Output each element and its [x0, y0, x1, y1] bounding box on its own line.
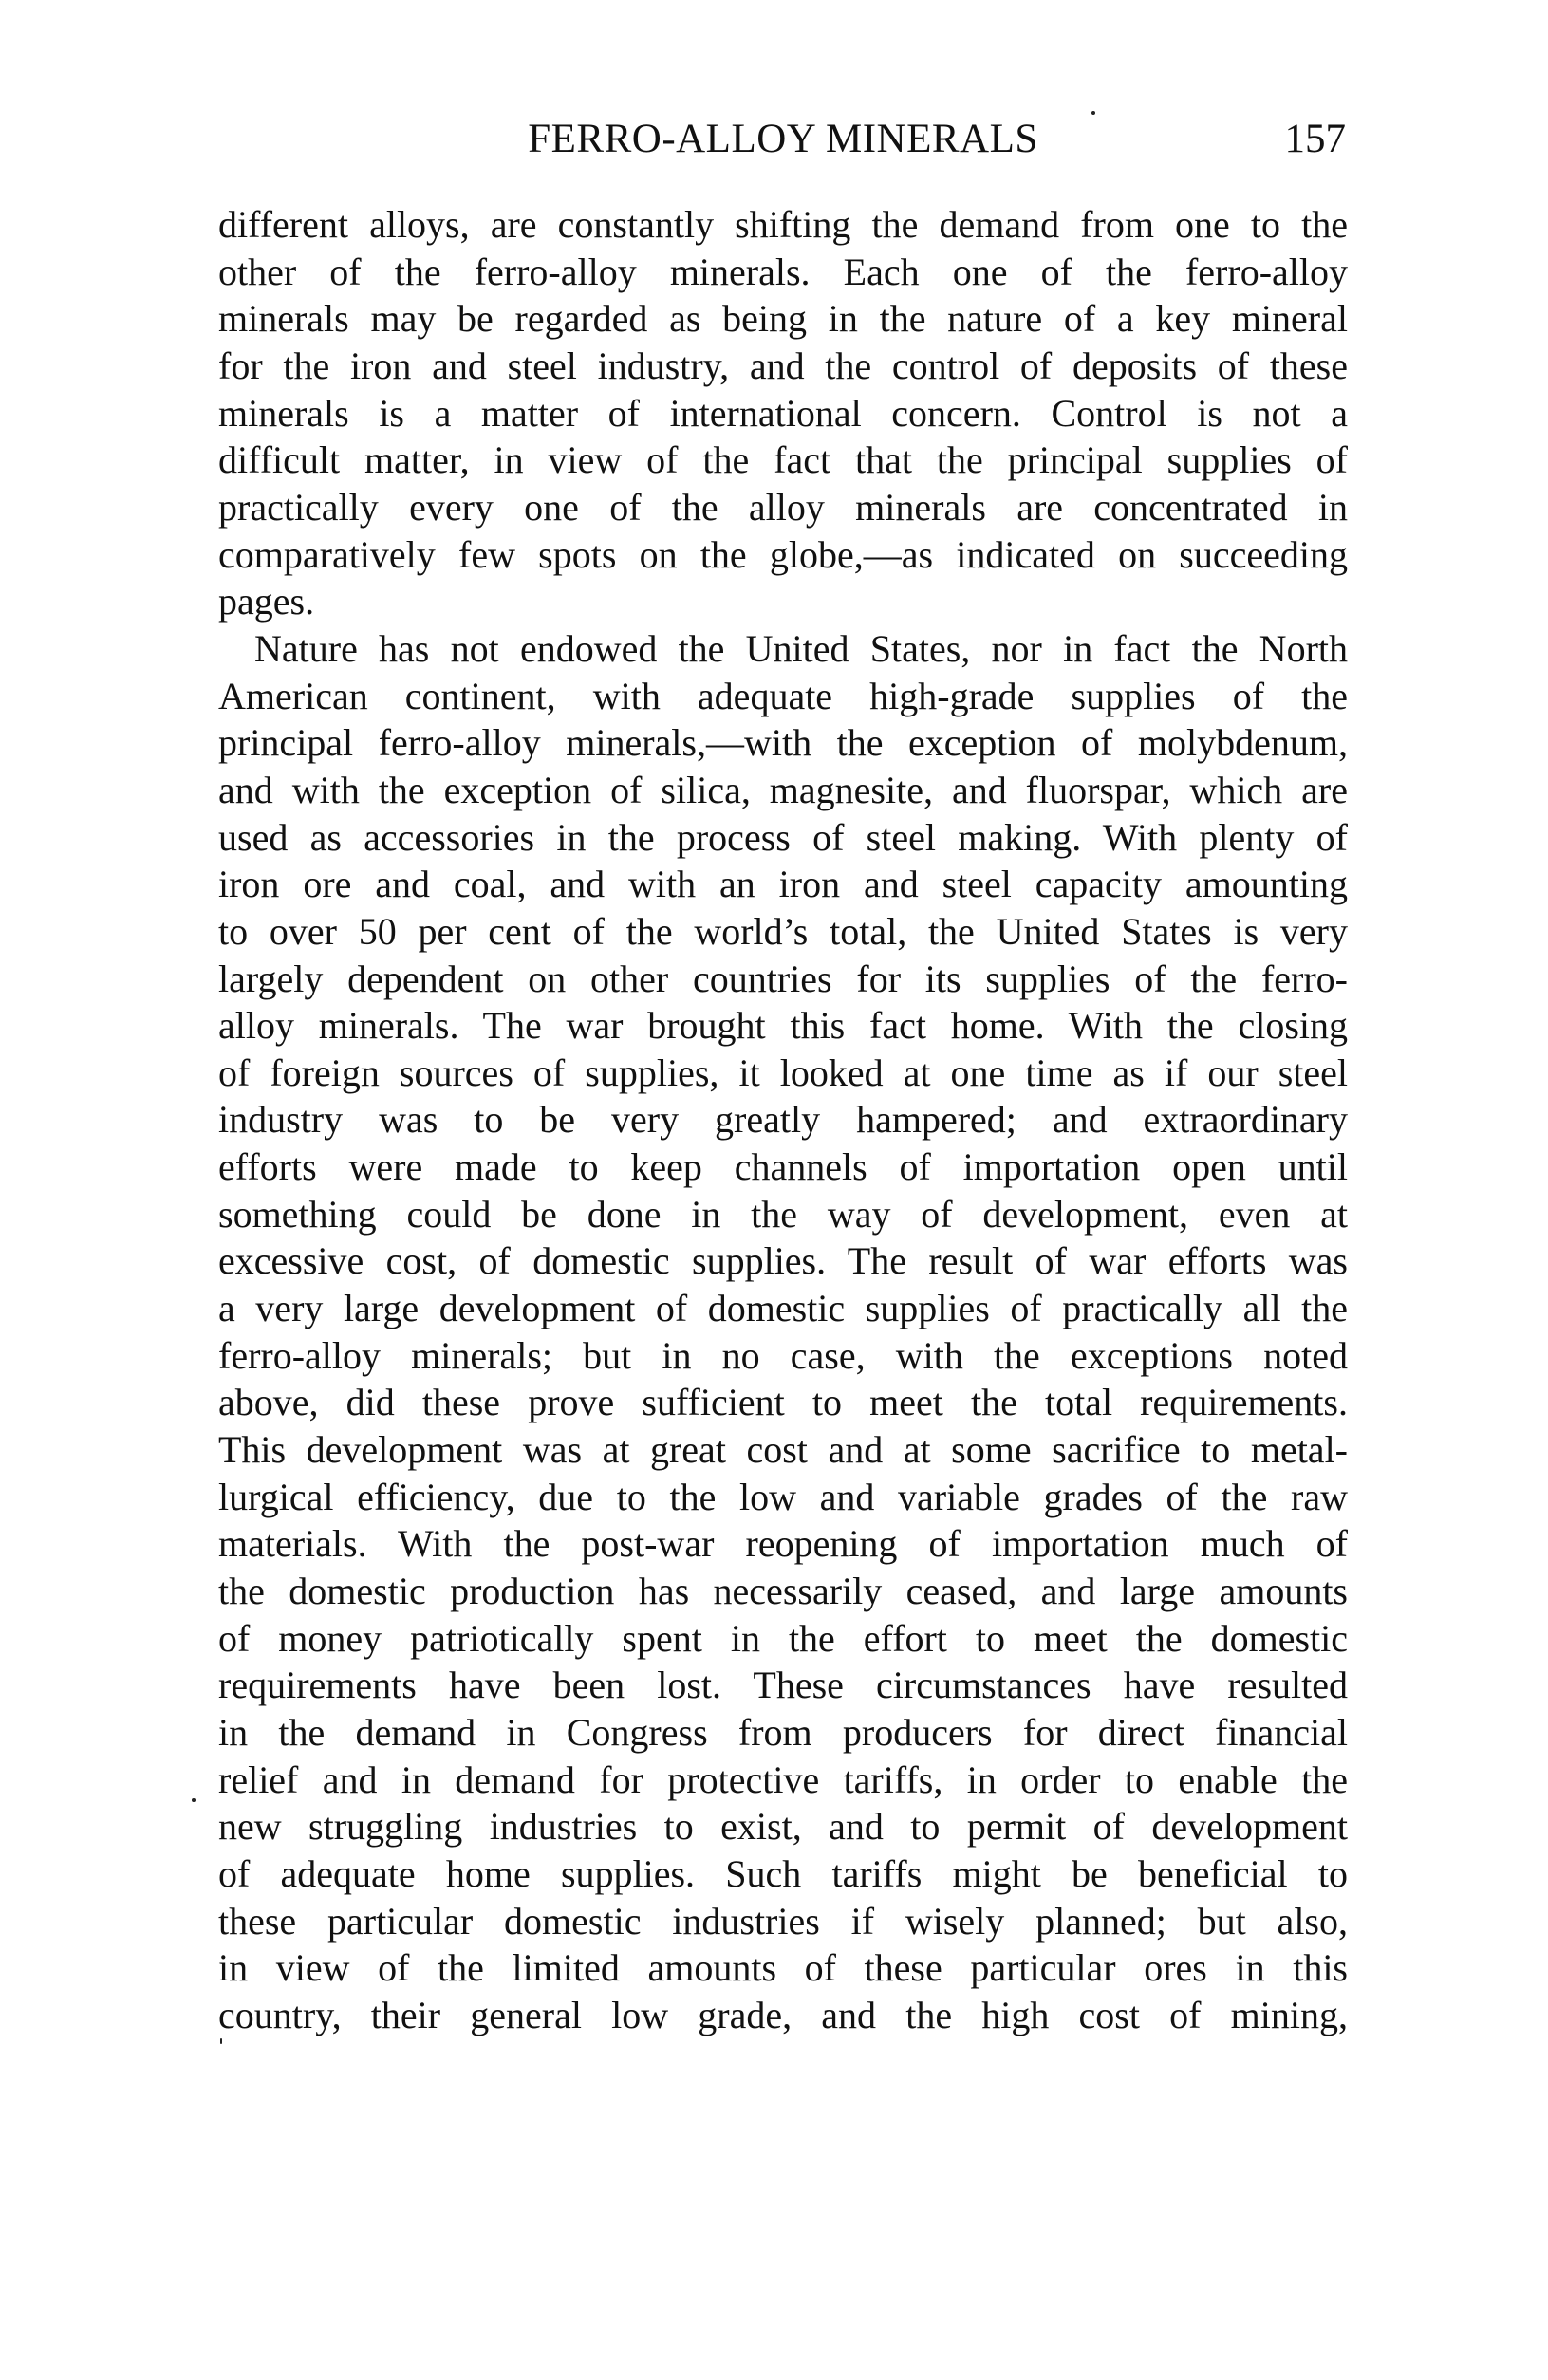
- text-line: something could be done in the way of development, even at: [218, 1192, 1348, 1236]
- text-line: requirements have been lost. These circumstances have resulted: [218, 1664, 1348, 1707]
- text-line: these particular domestic industries if wisely planned; but also,: [218, 1899, 1348, 1943]
- text-line: American continent, with adequate high-grade supplies of the: [218, 674, 1348, 717]
- text-line: This development was at great cost and at some sacrifice to metal-: [218, 1428, 1348, 1472]
- text-line: minerals may be regarded as being in the nature of a key mineral: [218, 297, 1348, 341]
- running-header: [218, 118, 1348, 161]
- text-line: iron ore and coal, and with an iron and steel capacity amounting: [218, 863, 1348, 906]
- text-line: principal ferro-alloy minerals,—with the exception of molybdenum,: [218, 721, 1348, 765]
- text-line: to over 50 per cent of the world’s total, the United States is very: [218, 909, 1348, 953]
- text-line: and with the exception of silica, magnesite, and fluorspar, which are: [218, 768, 1348, 811]
- paragraph-1: [218, 201, 1348, 625]
- text-line: new struggling industries to exist, and to permit of development: [218, 1805, 1348, 1849]
- text-line: relief and in demand for protective tariffs, in order to enable the: [218, 1757, 1348, 1801]
- text-line: in the demand in Congress from producers for direct financial: [218, 1711, 1348, 1754]
- text-line: of adequate home supplies. Such tariffs might be beneficial to: [218, 1851, 1348, 1895]
- paragraph-2: [218, 625, 1348, 2039]
- text-line: the domestic production has necessarily ceased, and large amounts: [218, 1570, 1348, 1613]
- text-line: materials. With the post-war reopening of importation much of: [218, 1522, 1348, 1566]
- body-text: [218, 201, 1348, 2039]
- text-line: of foreign sources of supplies, it looked at one time as if our steel: [218, 1051, 1348, 1094]
- scan-speck: [192, 1798, 196, 1802]
- text-line: excessive cost, of domestic supplies. The result of war efforts was: [218, 1239, 1348, 1283]
- text-line: pages.: [218, 580, 315, 623]
- text-line: difficult matter, in view of the fact that the principal supplies of: [218, 438, 1348, 482]
- text-line: lurgical efficiency, due to the low and variable grades of the raw: [218, 1475, 1348, 1518]
- text-line: country, their general low grade, and the high cost of mining,: [218, 1993, 1348, 2036]
- text-line: minerals is a matter of international concern. Control is not a: [218, 391, 1348, 435]
- scan-speck: [1091, 111, 1095, 115]
- page-number: 157: [1284, 117, 1346, 161]
- text-line: above, did these prove sufficient to meet the total requirements.: [218, 1381, 1348, 1424]
- text-line: alloy minerals. The war brought this fact home. With the closing: [218, 1004, 1348, 1048]
- text-line: ferro-alloy minerals; but in no case, with the exceptions noted: [218, 1333, 1348, 1377]
- text-line: of money patriotically spent in the effort to meet the domestic: [218, 1616, 1348, 1660]
- running-title: FERRO-ALLOY MINERALS: [528, 117, 1038, 161]
- text-line: industry was to be very greatly hampered; and extraordinary: [218, 1098, 1348, 1142]
- text-line: practically every one of the alloy minerals are concentrated in: [218, 485, 1348, 529]
- text-line: used as accessories in the process of steel making. With plenty of: [218, 815, 1348, 859]
- text-line: comparatively few spots on the globe,—as indicated on succeeding: [218, 532, 1348, 576]
- text-line: a very large development of domestic supplies of practically all the: [218, 1287, 1348, 1330]
- scan-speck: [220, 2038, 222, 2044]
- text-line: for the iron and steel industry, and the control of deposits of these: [218, 344, 1348, 387]
- text-line: different alloys, are constantly shifting the demand from one to the: [218, 203, 1348, 246]
- text-line: other of the ferro-alloy minerals. Each one of the ferro-alloy: [218, 250, 1348, 293]
- text-line: efforts were made to keep channels of importation open until: [218, 1145, 1348, 1189]
- text-line: largely dependent on other countries for its supplies of the ferro-: [218, 957, 1348, 1000]
- text-line: in view of the limited amounts of these particular ores in this: [218, 1946, 1348, 1990]
- text-line: Nature has not endowed the United States, nor in fact the North: [254, 626, 1348, 670]
